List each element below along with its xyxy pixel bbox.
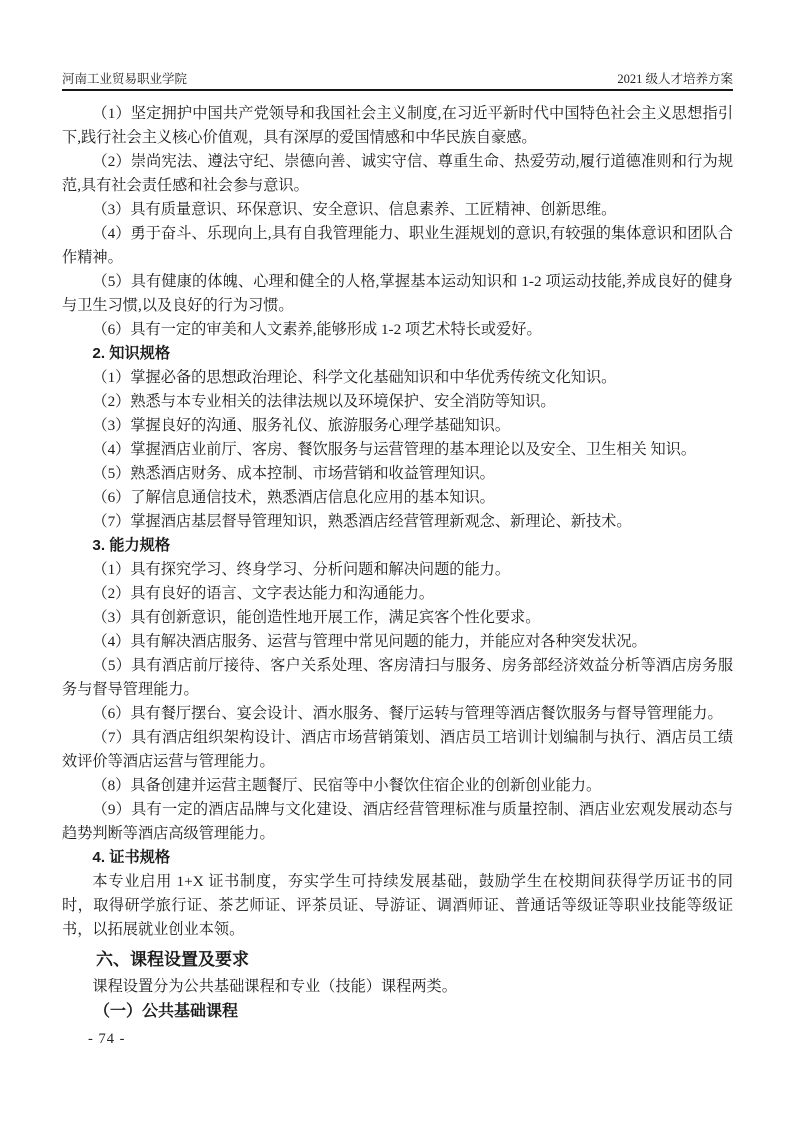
body-paragraph: （3）掌握良好的沟通、服务礼仪、旅游服务心理学基础知识。 bbox=[92, 417, 511, 434]
body-paragraph: （4）具有解决酒店服务、运营与管理中常见问题的能力，并能应对各种突发状况。 bbox=[92, 633, 647, 650]
body-paragraph: （3）具有质量意识、环保意识、安全意识、信息素养、工匠精神、创新思维。 bbox=[92, 201, 617, 218]
body-paragraph: （6）了解信息通信技术，熟悉酒店信息化应用的基本知识。 bbox=[92, 489, 495, 506]
body-paragraph: （5）熟悉酒店财务、成本控制、市场营销和收益管理知识。 bbox=[92, 465, 495, 482]
header-doc-title: 2021 级人才培养方案 bbox=[617, 72, 733, 86]
body-paragraph: （6）具有一定的审美和人文素养,能够形成 1-2 项艺术特长或爱好。 bbox=[92, 321, 542, 338]
body-paragraph: （3）具有创新意识，能创造性地开展工作，满足宾客个性化要求。 bbox=[92, 609, 541, 626]
numbered-section-heading: 3. 能力规格 bbox=[92, 537, 171, 554]
body-paragraph: （1）坚定拥护中国共产党领导和我国社会主义制度,在习近平新时代中国特色社会主义思想指引下,践行社会主义核心价值观，具有深厚的爱国情感和中华民族自豪感。 bbox=[62, 105, 733, 146]
document-content bbox=[62, 102, 733, 1024]
body-paragraph: （2）具有良好的语言、文字表达能力和沟通能力。 bbox=[92, 585, 435, 602]
body-paragraph: 本专业启用 1+X 证书制度，夯实学生可持续发展基础，鼓励学生在校期间获得学历证书的同时，取得研学旅行证、茶艺师证、评茶员证、导游证、调酒师证、普通话等级证等职业技能等级证书，以拓展就业创业本领。 bbox=[62, 873, 733, 938]
body-paragraph: （7）掌握酒店基层督导管理知识，熟悉酒店经营管理新观念、新理论、新技术。 bbox=[92, 513, 632, 530]
header-school-name: 河南工业贸易职业学院 bbox=[62, 72, 188, 86]
page-number: - 74 - bbox=[88, 1031, 126, 1047]
body-paragraph: （1）掌握必备的思想政治理论、科学文化基础知识和中华优秀传统文化知识。 bbox=[92, 369, 617, 386]
chapter-heading: 六、课程设置及要求 bbox=[96, 950, 249, 969]
body-paragraph: （6）具有餐厅摆台、宴会设计、酒水服务、餐厅运转与管理等酒店餐饮服务与督导管理能力。 bbox=[92, 705, 723, 722]
subsection-heading: （一）公共基础课程 bbox=[94, 1003, 239, 1020]
body-paragraph: （1）具有探究学习、终身学习、分析问题和解决问题的能力。 bbox=[92, 561, 511, 578]
body-paragraph: （9）具有一定的酒店品牌与文化建设、酒店经营管理标准与质量控制、酒店业宏观发展动态与趋势判断等酒店高级管理能力。 bbox=[62, 801, 733, 842]
body-paragraph: （8）具备创建并运营主题餐厅、民宿等中小餐饮住宿企业的创新创业能力。 bbox=[92, 777, 602, 794]
body-paragraph: （5）具有健康的体魄、心理和健全的人格,掌握基本运动知识和 1-2 项运动技能,养成良好的健身与卫生习惯,以及良好的行为习惯。 bbox=[62, 273, 733, 314]
page-footer bbox=[88, 1031, 125, 1048]
body-paragraph: （5）具有酒店前厅接待、客户关系处理、客房清扫与服务、房务部经济效益分析等酒店房务服务与督导管理能力。 bbox=[62, 657, 733, 698]
page-header bbox=[62, 71, 733, 91]
body-paragraph: （4）勇于奋斗、乐现向上,具有自我管理能力、职业生涯规划的意识,有较强的集体意识和团队合作精神。 bbox=[62, 225, 733, 266]
body-paragraph: （4）掌握酒店业前厅、客房、餐饮服务与运营管理的基本理论以及安全、卫生相关 知识。 bbox=[92, 441, 697, 458]
body-paragraph: 课程设置分为公共基础课程和专业（技能）课程两类。 bbox=[92, 978, 457, 995]
body-paragraph: （7）具有酒店组织架构设计、酒店市场营销策划、酒店员工培训计划编制与执行、酒店员工绩效评价等酒店运营与管理能力。 bbox=[62, 729, 733, 770]
numbered-section-heading: 2. 知识规格 bbox=[92, 345, 171, 362]
body-paragraph: （2）崇尚宪法、遵法守纪、崇德向善、诚实守信、尊重生命、热爱劳动,履行道德准则和行为规范,具有社会责任感和社会参与意识。 bbox=[62, 153, 733, 194]
numbered-section-heading: 4. 证书规格 bbox=[92, 849, 171, 866]
body-paragraph: （2）熟悉与本专业相关的法律法规以及环境保护、安全消防等知识。 bbox=[92, 393, 556, 410]
